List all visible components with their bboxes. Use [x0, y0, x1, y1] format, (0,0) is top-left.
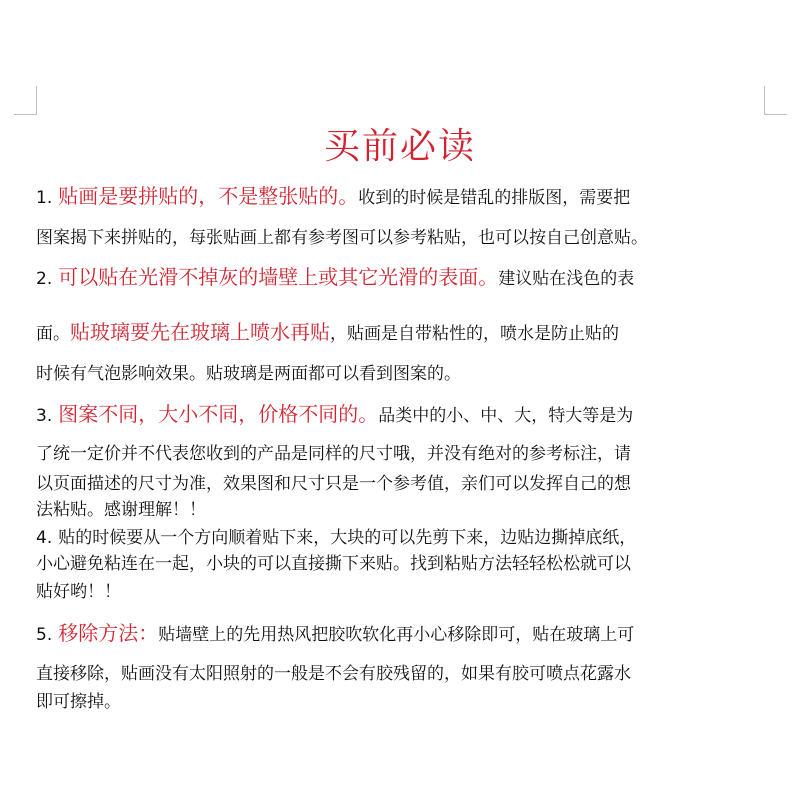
item-highlight: 可以贴在光滑不掉灰的墙壁上或其它光滑的表面。: [58, 265, 499, 289]
item-number: 4.: [36, 528, 53, 548]
item-text: 面。: [36, 324, 70, 344]
item-text: 法粘贴。感谢理解！！: [36, 500, 206, 520]
item-highlight: 图案不同，大小不同，价格不同的。: [58, 402, 379, 426]
item-4-line-3: [36, 580, 776, 606]
item-3-line-2: [36, 442, 776, 468]
item-text: 品类中的小、中、大，特大等是为: [378, 406, 634, 426]
item-highlight: 移除方法：: [58, 621, 159, 645]
item-text: 直接移除，贴画没有太阳照射的一般是不会有胶残留的，如果有胶可喷点花露水: [36, 664, 631, 684]
item-5-line-3: [36, 690, 776, 716]
item-highlight: 贴玻璃要先在玻璃上喷水再贴: [70, 320, 330, 344]
item-3-line-4: [36, 498, 776, 524]
item-text: 贴好哟！！: [36, 582, 121, 602]
item-5-line-2: [36, 662, 776, 688]
item-5-line-1: [36, 621, 776, 647]
item-text: 贴的时候要从一个方向顺着贴下来，大块的可以先剪下来，边贴边撕掉底纸，: [58, 528, 637, 548]
item-text: 以页面描述的尺寸为准，效果图和尺寸只是一个参考值，亲们可以发挥自己的想: [36, 474, 631, 494]
item-1-line-2: [36, 226, 776, 252]
item-text: 了统一定价并不代表您收到的产品是同样的尺寸哦，并没有绝对的参考标注，请: [36, 444, 631, 464]
item-text: 贴墙壁上的先用热风把胶吹软化再小心移除即可，贴在玻璃上可: [158, 625, 635, 645]
item-text: 收到的时候是错乱的排版图，需要把: [358, 188, 631, 208]
item-number: 1.: [36, 188, 53, 208]
item-number: 2.: [36, 269, 53, 289]
item-number: 5.: [36, 625, 53, 645]
item-text: 时候有气泡影响效果。贴玻璃是两面都可以看到图案的。: [36, 364, 461, 384]
item-text: 即可擦掉。: [36, 692, 121, 712]
item-3-line-3: [36, 472, 776, 498]
item-text: ，贴画是自带粘性的，喷水是防止贴的: [330, 324, 619, 344]
item-1-line-1: [36, 184, 776, 210]
item-2-line-2: [36, 320, 776, 346]
item-3-line-1: [36, 402, 776, 428]
item-2-line-1: [36, 265, 776, 291]
item-number: 3.: [36, 406, 53, 426]
page-corner-mark-right: [764, 86, 787, 115]
page-title: 买前必读: [323, 126, 476, 167]
item-text: 图案揭下来拼贴的，每张贴画上都有参考图可以参考粘贴，也可以按自己创意贴。: [36, 228, 648, 248]
item-4-line-2: [36, 552, 776, 578]
item-2-line-3: [36, 362, 776, 388]
page-corner-mark-left: [14, 86, 37, 115]
item-4-line-1: [36, 526, 776, 552]
item-text: 小心避免粘连在一起，小块的可以直接撕下来贴。找到粘贴方法轻轻松松就可以: [36, 554, 631, 574]
item-text: 建议贴在浅色的表: [498, 269, 635, 289]
item-highlight: 贴画是要拼贴的，不是整张贴的。: [58, 184, 359, 208]
